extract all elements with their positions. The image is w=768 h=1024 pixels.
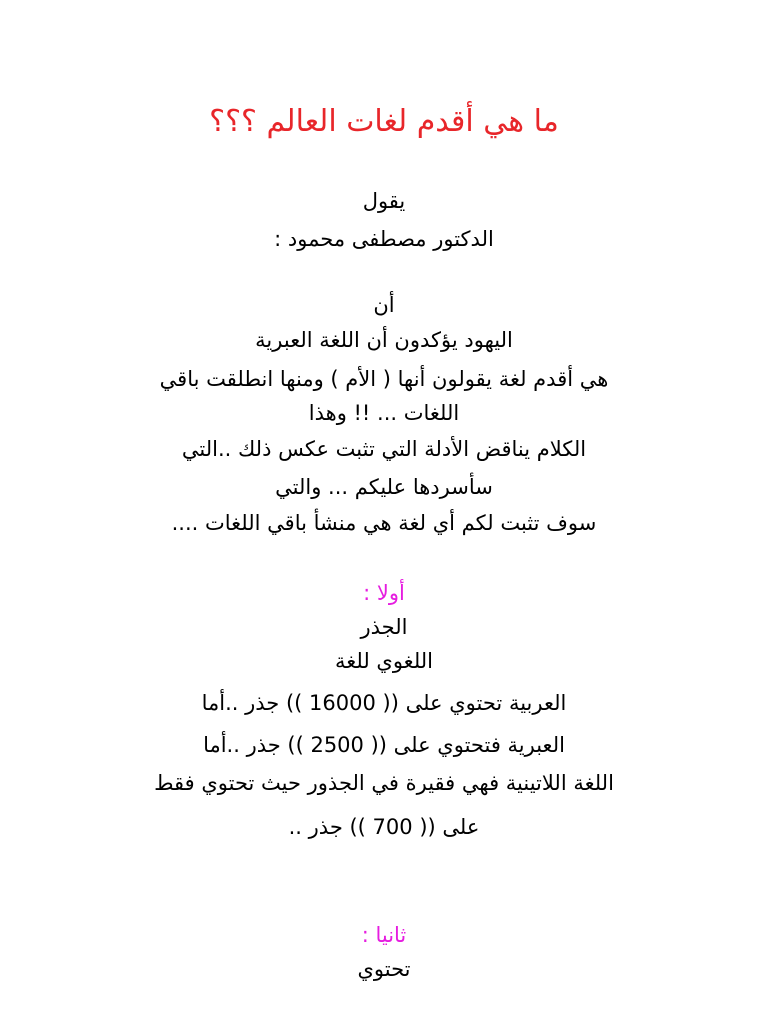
paragraph1-line-1: أن (373, 293, 395, 317)
paragraph1-line-2: اليهود يؤكدون أن اللغة العبرية (255, 328, 513, 352)
intro-line-1: يقول (362, 189, 406, 213)
section1-line-6: على (( 700 )) جذر .. (288, 815, 480, 839)
section2-line-1: تحتوي (357, 957, 411, 981)
section1-line-1: الجذر (360, 615, 408, 639)
section2-heading: ثانيا : (361, 923, 407, 947)
intro-line-2: الدكتور مصطفى محمود : (274, 227, 494, 251)
section1-line-5: اللغة اللاتينية فهي فقيرة في الجذور حيث تحتوي فقط (154, 771, 614, 795)
section1-line-3: العربية تحتوي على (( 16000 )) جذر ..أما (201, 691, 567, 715)
paragraph1-line-3: هي أقدم لغة يقولون أنها ( الأم ) ومنها انطلقت باقي (159, 367, 609, 391)
paragraph1-line-4: اللغات ... !! وهذا (308, 401, 460, 425)
paragraph1-line-6: سأسردها عليكم ... والتي (275, 475, 493, 499)
paragraph1-line-7: سوف تثبت لكم أي لغة هي منشأ باقي اللغات .... (171, 511, 597, 535)
section1-line-2: اللغوي للغة (334, 649, 434, 673)
section1-line-4: العبرية فتحتوي على (( 2500 )) جذر ..أما (203, 733, 565, 757)
document-title: ما هي أقدم لغات العالم ؟؟؟ (209, 104, 559, 139)
section1-heading: أولا : (363, 581, 405, 605)
paragraph1-line-5: الكلام يناقض الأدلة التي تثبت عكس ذلك ..التي (181, 437, 587, 461)
